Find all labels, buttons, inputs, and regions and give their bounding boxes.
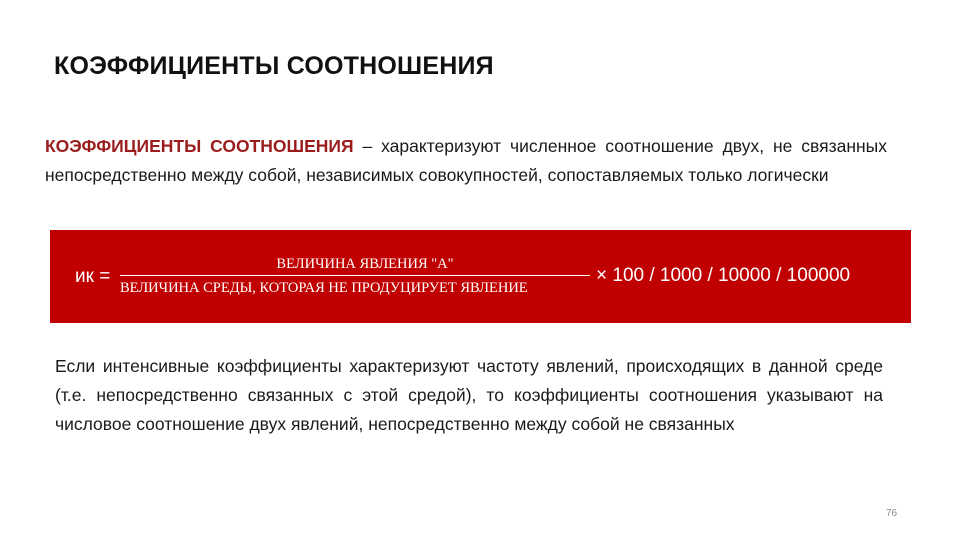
explanation-paragraph: Если интенсивные коэффициенты характеризуют частоту явлений, происходящих в данной среде (т.е. непосредственно связанных с этой средой), то коэффициенты соотношения указывают на числовое соотношение двух явлений, непосредственно между собой не связанных xyxy=(55,356,883,434)
formula-numerator: ВЕЛИЧИНА ЯВЛЕНИЯ "А" xyxy=(276,256,454,272)
formula-fraction xyxy=(120,255,590,297)
formula-multiplier: × 100 / 1000 / 10000 / 100000 xyxy=(596,265,851,286)
page-number: 76 xyxy=(886,508,898,519)
slide-title: КОЭФФИЦИЕНТЫ СООТНОШЕНИЯ xyxy=(54,52,494,80)
formula-lhs: ик = xyxy=(75,266,111,287)
formula-denominator: ВЕЛИЧИНА СРЕДЫ, КОТОРАЯ НЕ ПРОДУЦИРУЕТ ЯВЛЕНИЕ xyxy=(120,280,528,296)
definition-text: – характеризуют численное соотношение двух, не связанных непосредственно между собой, независимых совокупностей, сопоставляемых только логически xyxy=(45,136,887,185)
fraction-bar xyxy=(120,275,590,276)
formula-box xyxy=(50,230,911,323)
definition-term: КОЭФФИЦИЕНТЫ СООТНОШЕНИЯ xyxy=(45,136,354,156)
definition-paragraph xyxy=(45,132,887,190)
